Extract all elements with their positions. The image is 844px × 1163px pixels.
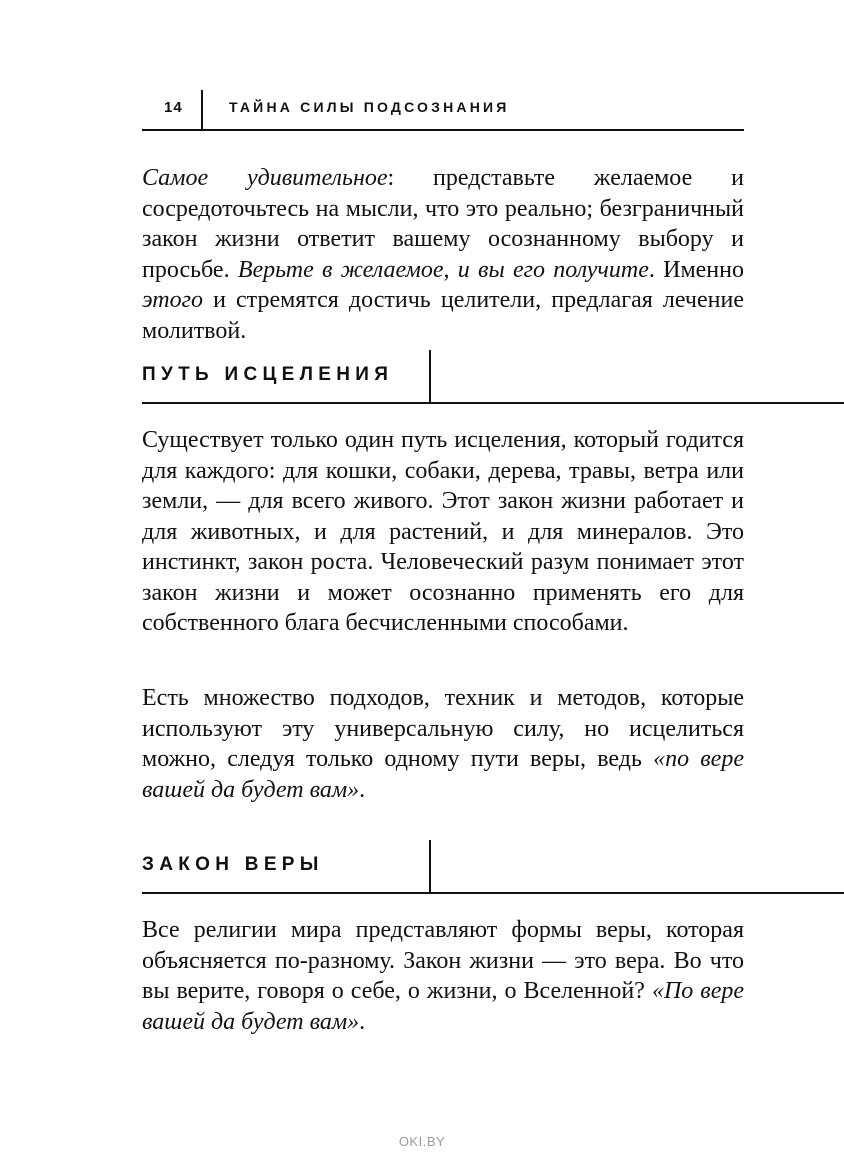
header-rule — [142, 129, 744, 131]
intro-emphasis: этого — [142, 287, 203, 313]
heading-divider — [429, 350, 431, 404]
healing-paragraph-1 — [142, 425, 744, 639]
intro-text-1: : представьте желаемое и сосредоточьтесь на мысли, что это реально; безграничный закон жизни ответит вашему осознанному выбору и просьбе. — [142, 165, 744, 283]
heading-divider — [429, 840, 431, 894]
intro-text-2: . Именно — [648, 256, 744, 283]
header-divider — [201, 90, 203, 130]
heading-rule — [142, 892, 844, 894]
intro-text-3: и стремятся достичь целители, предлагая лечение молитвой. — [142, 287, 744, 344]
page-number: 14 — [164, 99, 183, 116]
heading-rule — [142, 402, 844, 404]
healing-quote: «по вере вашей да будет вам» — [142, 746, 744, 803]
section-title: ПУТЬ ИСЦЕЛЕНИЯ — [142, 364, 394, 385]
book-title: ТАЙНА СИЛЫ ПОДСОЗНАНИЯ — [229, 99, 510, 115]
section-title: ЗАКОН ВЕРЫ — [142, 854, 324, 875]
section-heading-healing — [142, 350, 844, 404]
healing-text-2-end: . — [359, 776, 366, 803]
healing-paragraph-2 — [142, 683, 744, 805]
watermark: OKI.BY — [398, 1134, 446, 1149]
healing-text-1: Существует только один путь исцеления, который годится для каждого: для кошки, собаки, дерева, травы, ветра или земли, — для всего живого. Этот закон жизни работает и для животных, и для растений, и для минералов. Это инстинкт, закон роста. Человеческий разум понимает этот закон жизни и может осознанно применять его для собственного блага бесчисленными способами. — [142, 427, 744, 636]
intro-lead: Самое удивительное — [142, 165, 388, 191]
section-heading-faith — [142, 840, 844, 894]
faith-text-end: . — [359, 1008, 366, 1035]
healing-text-2: Есть множество подходов, техник и методов, которые используют эту универсальную силу, но исцелиться можно, следуя только одному пути веры, ведь — [142, 685, 744, 772]
running-header — [142, 90, 744, 130]
faith-paragraph — [142, 915, 744, 1037]
faith-text: Все религии мира представляют формы веры, которая объясняется по-разному. Закон жизни — это вера. Во что вы верите, говоря о себе, о жизни, о Вселенной? — [142, 917, 744, 1004]
intro-paragraph — [142, 163, 744, 346]
faith-quote: «По вере вашей да будет вам» — [142, 978, 744, 1035]
intro-quote: Верьте в желаемое, и вы его получите — [237, 256, 649, 283]
